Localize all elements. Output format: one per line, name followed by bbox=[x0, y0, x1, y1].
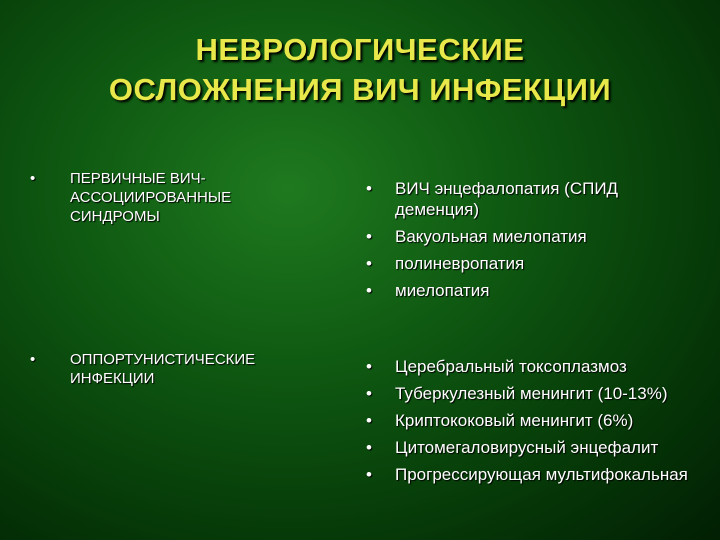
section-heading-text: ПЕРВИЧНЫЕ ВИЧ-АССОЦИИРОВАННЫЕ СИНДРОМЫ bbox=[70, 170, 232, 225]
list-item bbox=[366, 280, 706, 301]
list-item-text: ВИЧ энцефалопатия (СПИД деменция) bbox=[395, 179, 619, 219]
section-list-primary bbox=[366, 178, 706, 307]
bullet-icon: • bbox=[366, 254, 372, 273]
list-item bbox=[366, 253, 706, 274]
list-item bbox=[366, 356, 706, 377]
list-item bbox=[366, 383, 706, 404]
list-item-text: Криптококовый менингит (6%) bbox=[395, 411, 634, 430]
list-item-text: миелопатия bbox=[395, 281, 490, 300]
bullet-icon: • bbox=[366, 465, 372, 484]
bullet-icon: • bbox=[366, 179, 372, 198]
section-heading-text: ОППОРТУНИСТИЧЕСКИЕ ИНФЕКЦИИ bbox=[70, 351, 256, 387]
list-item-text: Цитомегаловирусный энцефалит bbox=[395, 438, 659, 457]
list-item bbox=[366, 226, 706, 247]
list-item-text: полиневропатия bbox=[395, 254, 525, 273]
title-line-1: НЕВРОЛОГИЧЕСКИЕ bbox=[195, 32, 525, 67]
list-item bbox=[366, 410, 706, 431]
title-line-2: ОСЛОЖНЕНИЯ ВИЧ ИНФЕКЦИИ bbox=[108, 72, 612, 107]
bullet-icon: • bbox=[366, 357, 372, 376]
list-item bbox=[366, 178, 706, 220]
list-item-text: Церебральный токсоплазмоз bbox=[395, 357, 627, 376]
list-item bbox=[366, 464, 706, 485]
slide-title bbox=[0, 30, 720, 110]
bullet-icon: • bbox=[30, 351, 36, 368]
section-heading-opportunistic bbox=[30, 350, 300, 388]
bullet-icon: • bbox=[366, 438, 372, 457]
bullet-icon: • bbox=[366, 384, 372, 403]
section-heading-primary bbox=[30, 169, 300, 226]
bullet-icon: • bbox=[366, 411, 372, 430]
list-item bbox=[366, 437, 706, 458]
bullet-icon: • bbox=[30, 170, 36, 187]
bullet-icon: • bbox=[366, 281, 372, 300]
list-item-text: Прогрессирующая мультифокальная bbox=[395, 465, 688, 484]
list-item-text: Вакуольная миелопатия bbox=[395, 227, 587, 246]
section-list-opportunistic bbox=[366, 356, 706, 491]
list-item-text: Туберкулезный менингит (10-13%) bbox=[395, 384, 668, 403]
bullet-icon: • bbox=[366, 227, 372, 246]
